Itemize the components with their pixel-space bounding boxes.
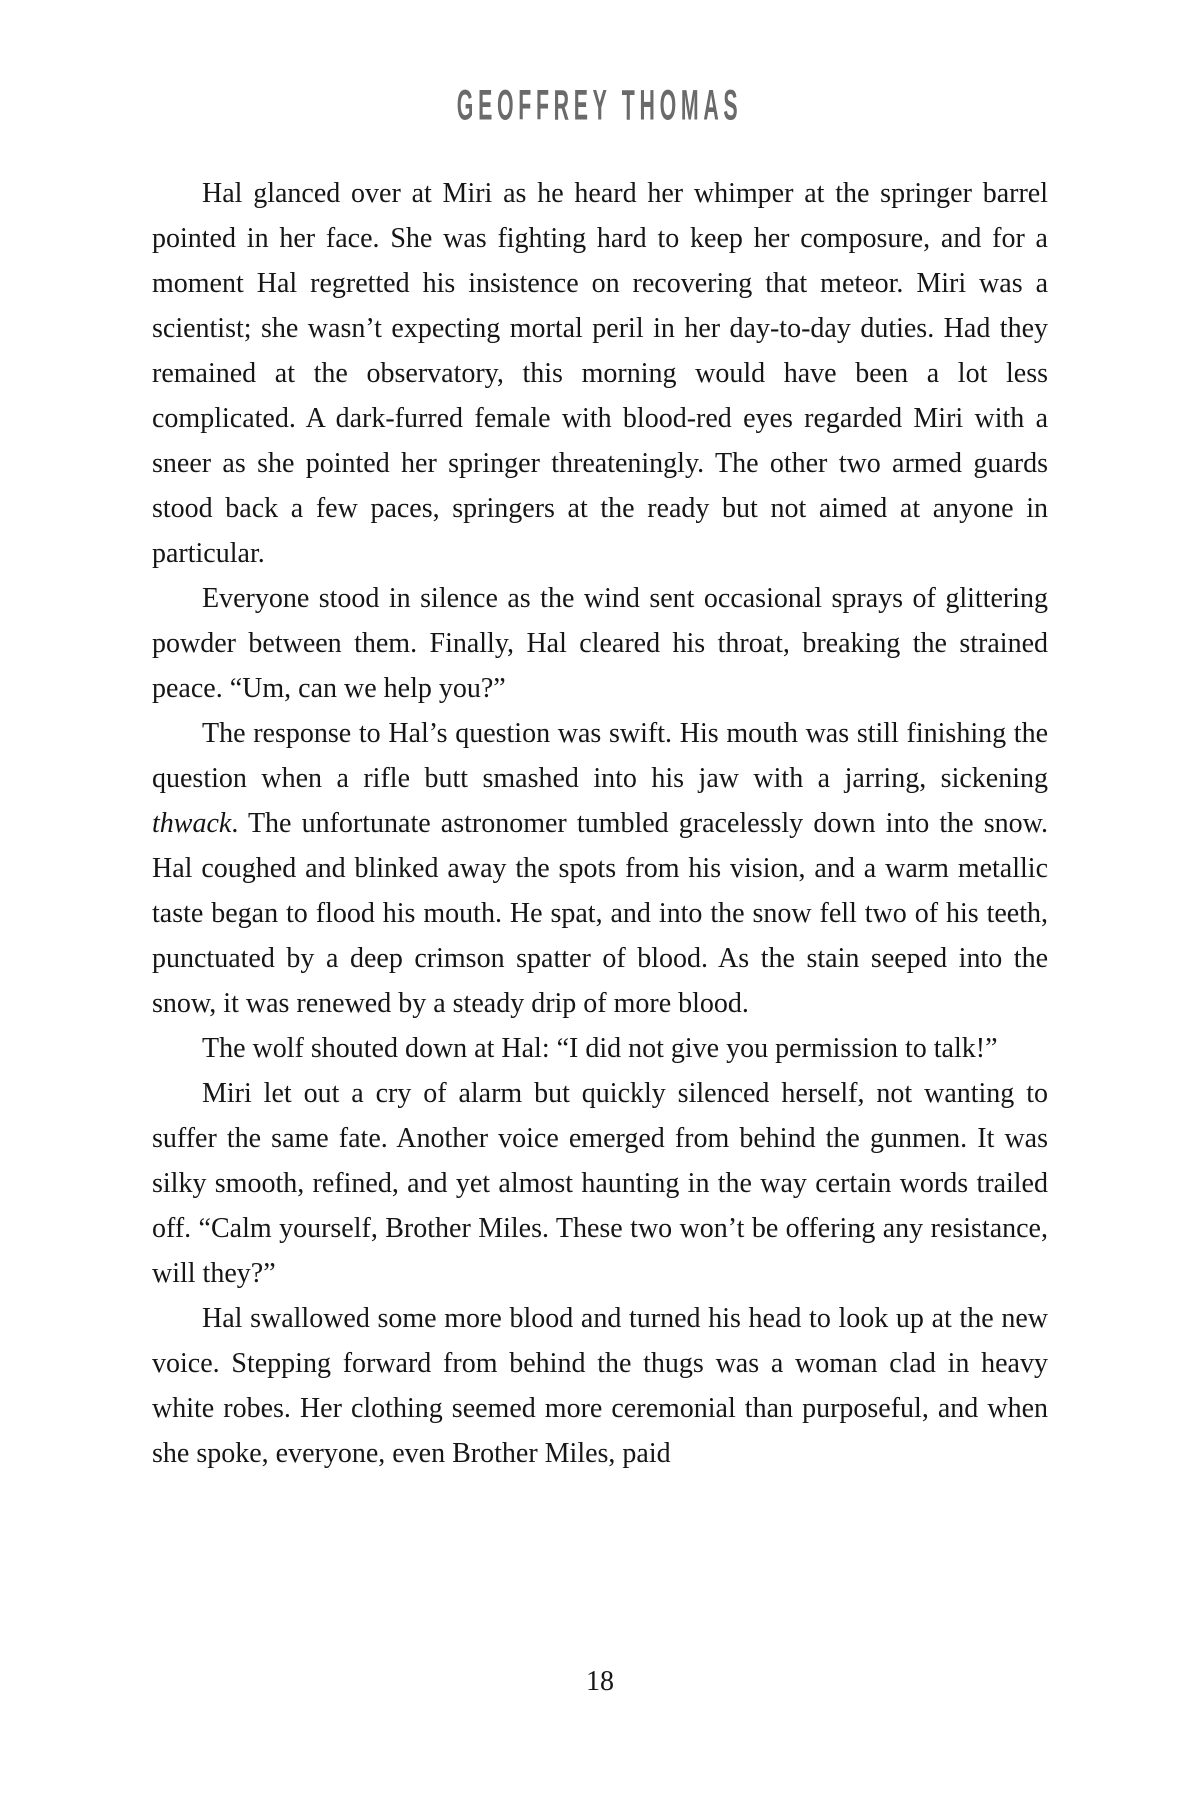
running-header	[0, 80, 1200, 129]
paragraph	[152, 1071, 1048, 1296]
text-run: Hal swallowed some more blood and turned his head to look up at the new voice. Stepping forward from behind the thugs was a woman clad in heavy white robes. Her clothing seemed more ceremonial than purposeful, and when she spoke, everyone, even Brother Miles, paid	[152, 1303, 1048, 1469]
text-run: The wolf shouted down at Hal: “I did not give you permission to talk!”	[202, 1033, 998, 1064]
body-text	[152, 171, 1048, 1476]
text-run: Everyone stood in silence as the wind sent occasional sprays of glittering powder between them. Finally, Hal cleared his throat, breaking the strained peace. “Um, can we help you?”	[152, 583, 1048, 704]
paragraph	[152, 711, 1048, 1026]
text-run: Miri let out a cry of alarm but quickly silenced herself, not wanting to suffer the same fate. Another voice emerged from behind the gunmen. It was silky smooth, refined, and yet almost haunting in the way certain words trailed off. “Calm yourself, Brother Miles. These two won’t be offering any resistance, will they?”	[152, 1078, 1048, 1289]
italic-word: thwack	[152, 808, 232, 839]
text-run: . The unfortunate astronomer tumbled gracelessly down into the snow. Hal coughed and blinked away the spots from his vision, and a warm metallic taste began to flood his mouth. He spat, and into the snow fell two of his teeth, punctuated by a deep crimson spatter of blood. As the stain seeped into the snow, it was renewed by a steady drip of more blood.	[152, 808, 1048, 1019]
paragraph	[152, 1026, 1048, 1071]
text-run: The response to Hal’s question was swift. His mouth was still finishing the question when a rifle butt smashed into his jaw with a jarring, sickening	[152, 718, 1048, 794]
running-header-text: GEOFFREY THOMAS	[457, 80, 743, 129]
paragraph	[152, 1296, 1048, 1476]
paragraph	[152, 576, 1048, 711]
text-run: Hal glanced over at Miri as he heard her whimper at the springer barrel pointed in her face. She was fighting hard to keep her composure, and for a moment Hal regretted his insistence on recovering that meteor. Miri was a scientist; she wasn’t expecting mortal peril in her day-to-day duties. Had they remained at the observatory, this morning would have been a lot less complicated. A dark-furred female with blood-red eyes regarded Miri with a sneer as she pointed her springer threateningly. The other two armed guards stood back a few paces, springers at the ready but not aimed at anyone in particular.	[152, 178, 1048, 569]
paragraph	[152, 171, 1048, 576]
page-number-text: 18	[586, 1666, 614, 1697]
page-number	[0, 1668, 1200, 1696]
